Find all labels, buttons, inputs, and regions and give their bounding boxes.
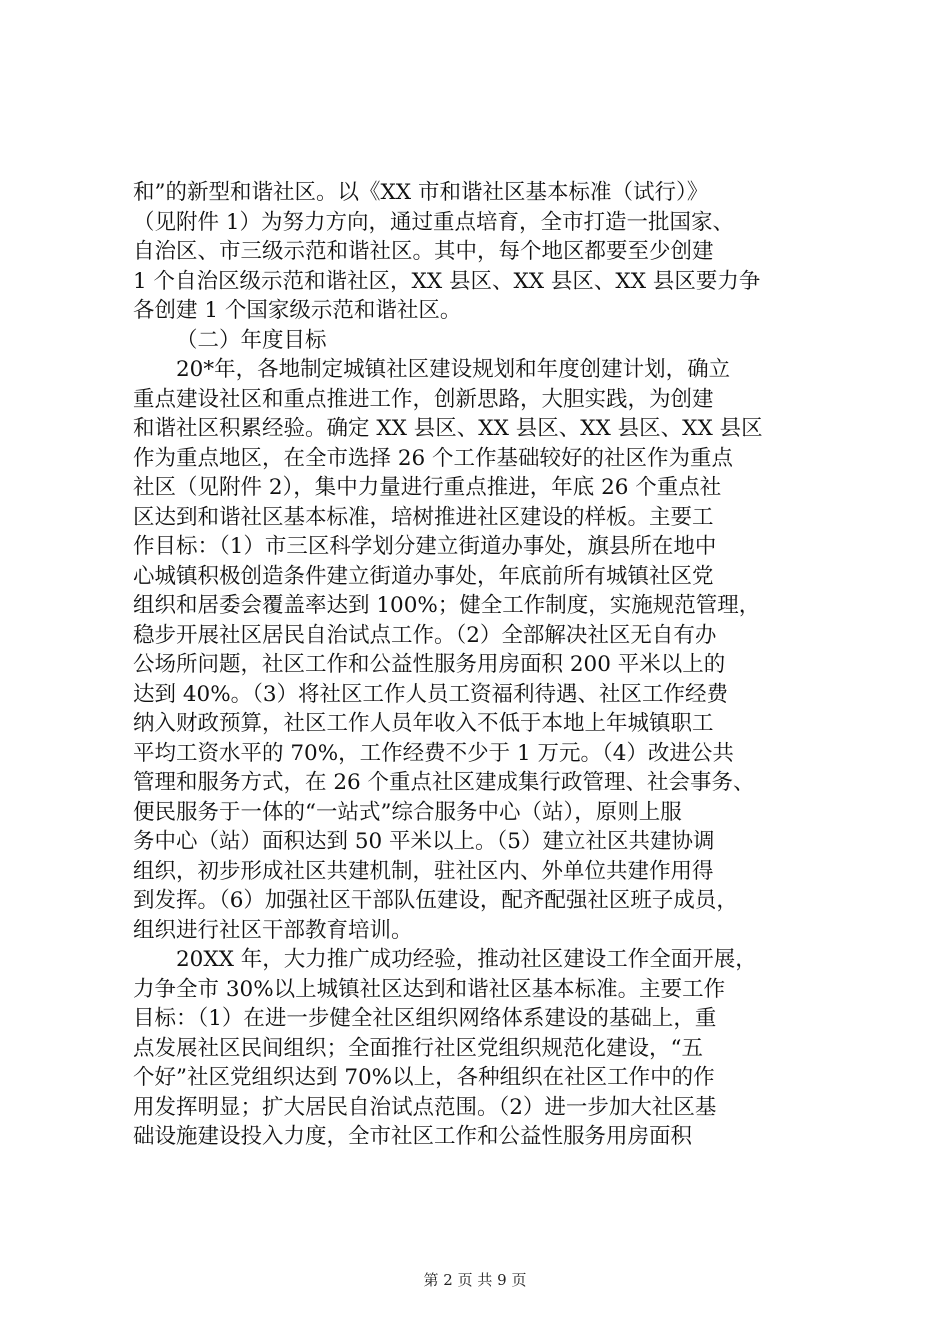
text-line: 平均工资水平的 70%，工作经费不少于 1 万元。（4）改进公共 (133, 740, 734, 766)
text-line: 心城镇积极创造条件建立街道办事处，年底前所有城镇社区党 (133, 563, 714, 589)
text-line: 点发展社区民间组织；全面推行社区党组织规范化建设，“五 (133, 1035, 703, 1061)
text-line: 作为重点地区，在全市选择 26 个工作基础较好的社区作为重点 (133, 445, 734, 471)
text-line: 作目标：（1）市三区科学划分建立街道办事处，旗县所在地中 (133, 534, 717, 559)
text-line: 目标：（1）在进一步健全社区组织网络体系建设的基础上，重 (133, 1006, 717, 1031)
text-line: 组织，初步形成社区共建机制，驻社区内、外单位共建作用得 (133, 858, 714, 884)
text-line: 到发挥。（6）加强社区干部队伍建设，配齐配强社区班子成员， (133, 888, 738, 913)
text-line: 20XX 年，大力推广成功经验，推动社区建设工作全面开展， (176, 947, 757, 972)
text-line: 社区（见附件 2），集中力量进行重点推进，年底 26 个重点社 (133, 475, 722, 500)
document-body (133, 178, 833, 1152)
text-line: 纳入财政预算，社区工作人员年收入不低于本地上年城镇职工 (133, 711, 714, 736)
text-line: 个好”社区党组织达到 70%以上，各种组织在社区工作中的作 (133, 1065, 715, 1090)
text-line: 各创建 1 个国家级示范和谐社区。 (133, 298, 462, 323)
text-line: 务中心（站）面积达到 50 平米以上。（5）建立社区共建协调 (133, 829, 715, 854)
text-line: 自治区、市三级示范和谐社区。其中，每个地区都要至少创建 (133, 239, 714, 264)
text-line: 管理和服务方式，在 26 个重点社区建成集行政管理、社会事务、 (133, 770, 755, 795)
text-line: 公场所问题，社区工作和公益性服务用房面积 200 平米以上的 (133, 652, 726, 677)
text-line: 力争全市 30%以上城镇社区达到和谐社区基本标准。主要工作 (133, 976, 726, 1002)
text-line: 用发挥明显；扩大居民自治试点范围。（2）进一步加大社区基 (133, 1094, 717, 1120)
text-line: 稳步开展社区居民自治试点工作。（2）全部解决社区无自有办 (133, 622, 717, 648)
text-line: 便民服务于一体的“一站式”综合服务中心（站），原则上服 (133, 799, 682, 825)
text-line: 和谐社区积累经验。确定 XX 县区、XX 县区、XX 县区、XX 县区 (133, 416, 763, 441)
text-line: 达到 40%。（3）将社区工作人员工资福利待遇、社区工作经费 (133, 681, 729, 707)
text-line: 础设施建设投入力度，全市社区工作和公益性服务用房面积 (133, 1124, 693, 1149)
page-footer: 第 2 页 共 9 页 (423, 1271, 527, 1289)
text-line: （二）年度目标 (176, 327, 327, 353)
text-line: 组织和居委会覆盖率达到 100%；健全工作制度，实施规范管理， (133, 593, 761, 618)
text-line: 组织进行社区干部教育培训。 (133, 917, 413, 943)
text-line: （见附件 1）为努力方向，通过重点培育，全市打造一批国家、 (133, 209, 735, 235)
text-line: 区达到和谐社区基本标准，培树推进社区建设的样板。主要工 (133, 504, 714, 530)
text-line: 20*年，各地制定城镇社区建设规划和年度创建计划，确立 (176, 357, 731, 382)
text-line: 1 个自治区级示范和谐社区，XX 县区、XX 县区、XX 县区要力争 (133, 268, 761, 294)
text-line: 重点建设社区和重点推进工作，创新思路，大胆实践，为创建 (133, 386, 714, 412)
text-line: 和”的新型和谐社区。以《XX 市和谐社区基本标准（试行）》 (133, 180, 709, 205)
